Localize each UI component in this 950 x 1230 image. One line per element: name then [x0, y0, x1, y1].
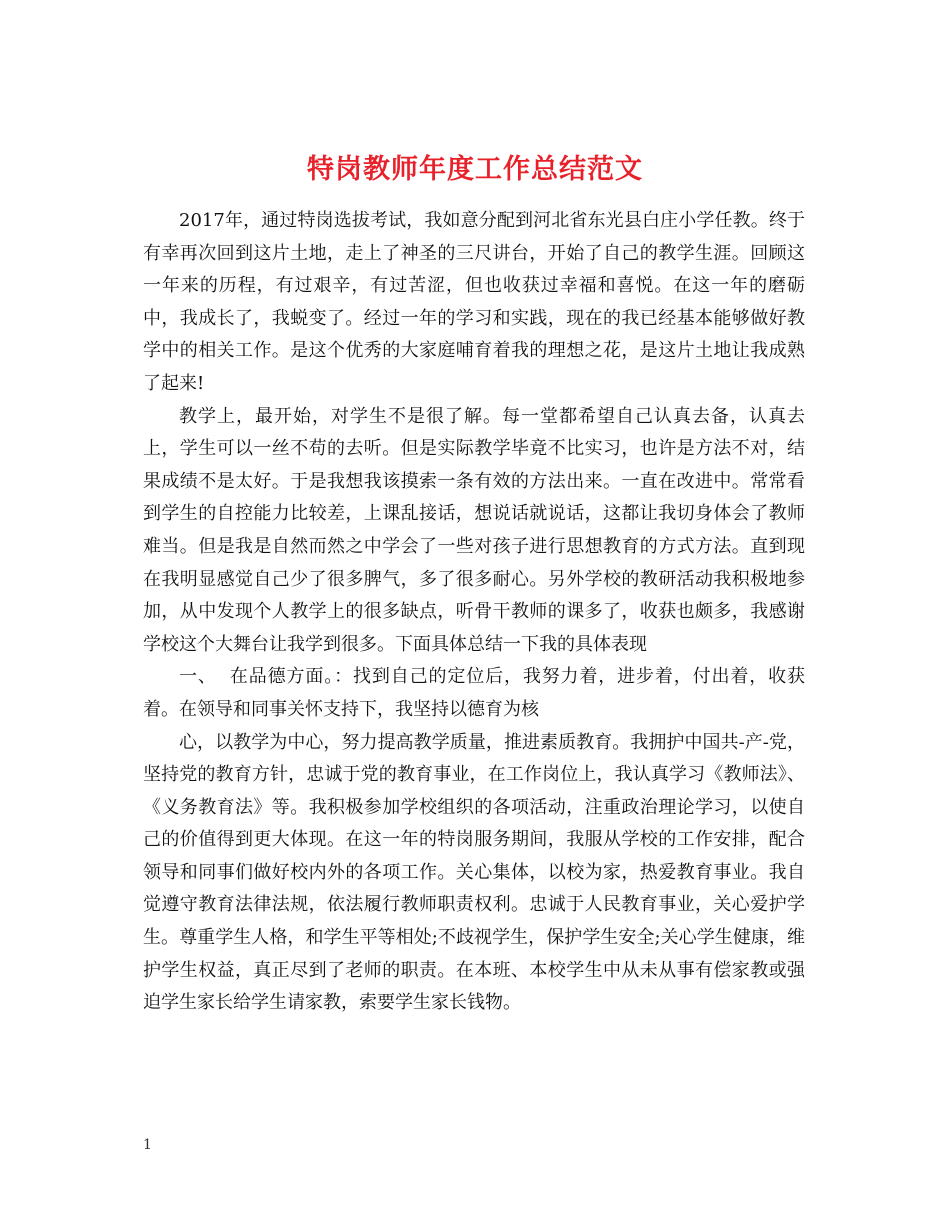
paragraph: 2017年，通过特岗选拔考试，我如意分配到河北省东光县白庄小学任教。终于有幸再次回到这片土地，走上了神圣的三尺讲台，开始了自己的教学生涯。回顾这一年来的历程，有过艰辛，有过苦涩，但也收获过幸福和喜悦。在这一年的磨砺中，我成长了，我蜕变了。经过一年的学习和实践，现在的我已经基本能够做好教学中的相关工作。是这个优秀的大家庭哺育着我的理想之花，是这片土地让我成熟了起来!: [143, 210, 805, 394]
page-number: 1: [143, 1137, 152, 1153]
paragraph: 教学上，最开始，对学生不是很了解。每一堂都希望自己认真去备，认真去上，学生可以一丝不苟的去听。但是实际教学毕竟不比实习，也许是方法不对，结果成绩不是太好。于是我想我该摸索一条有效的方法出来。一直在改进中。常常看到学生的自控能力比较差，上课乱接话，想说话就说话，这都让我切身体会了教师难当。但是我是自然而然之中学会了一些对孩子进行思想教育的方式方法。直到现在我明显感觉自己少了很多脾气，多了很多耐心。另外学校的教研活动我积极地参加，从中发现个人教学上的很多缺点，听骨干教师的课多了，收获也颇多，我感谢学校这个大舞台让我学到很多。下面具体总结一下我的具体表现: [143, 405, 805, 655]
document-body: [143, 205, 805, 1020]
document-title: 特岗教师年度工作总结范文: [307, 154, 643, 186]
paragraph: 一、 在品德方面。：找到自己的定位后，我努力着，进步着，付出着，收获着。在领导和同事关怀支持下，我坚持以德育为核: [143, 666, 805, 720]
paragraph: 心，以教学为中心，努力提高教学质量，推进素质教育。我拥护中国共-产-党，坚持党的教育方针，忠诚于党的教育事业，在工作岗位上，我认真学习《教师法》、《义务教育法》等。我积极参加学校组织的各项活动，注重政治理论学习，以使自己的价值得到更大体现。在这一年的特岗服务期间，我服从学校的工作安排，配合领导和同事们做好校内外的各项工作。关心集体，以校为家，热爱教育事业。我自觉遵守教育法律法规，依法履行教师职责权利。忠诚于人民教育事业，关心爱护学生。尊重学生人格，和学生平等相处;不歧视学生，保护学生安全;关心学生健康，维护学生权益，真正尽到了老师的职责。在本班、本校学生中从未从事有偿家教或强迫学生家长给学生请家教，索要学生家长钱物。: [143, 731, 805, 1014]
